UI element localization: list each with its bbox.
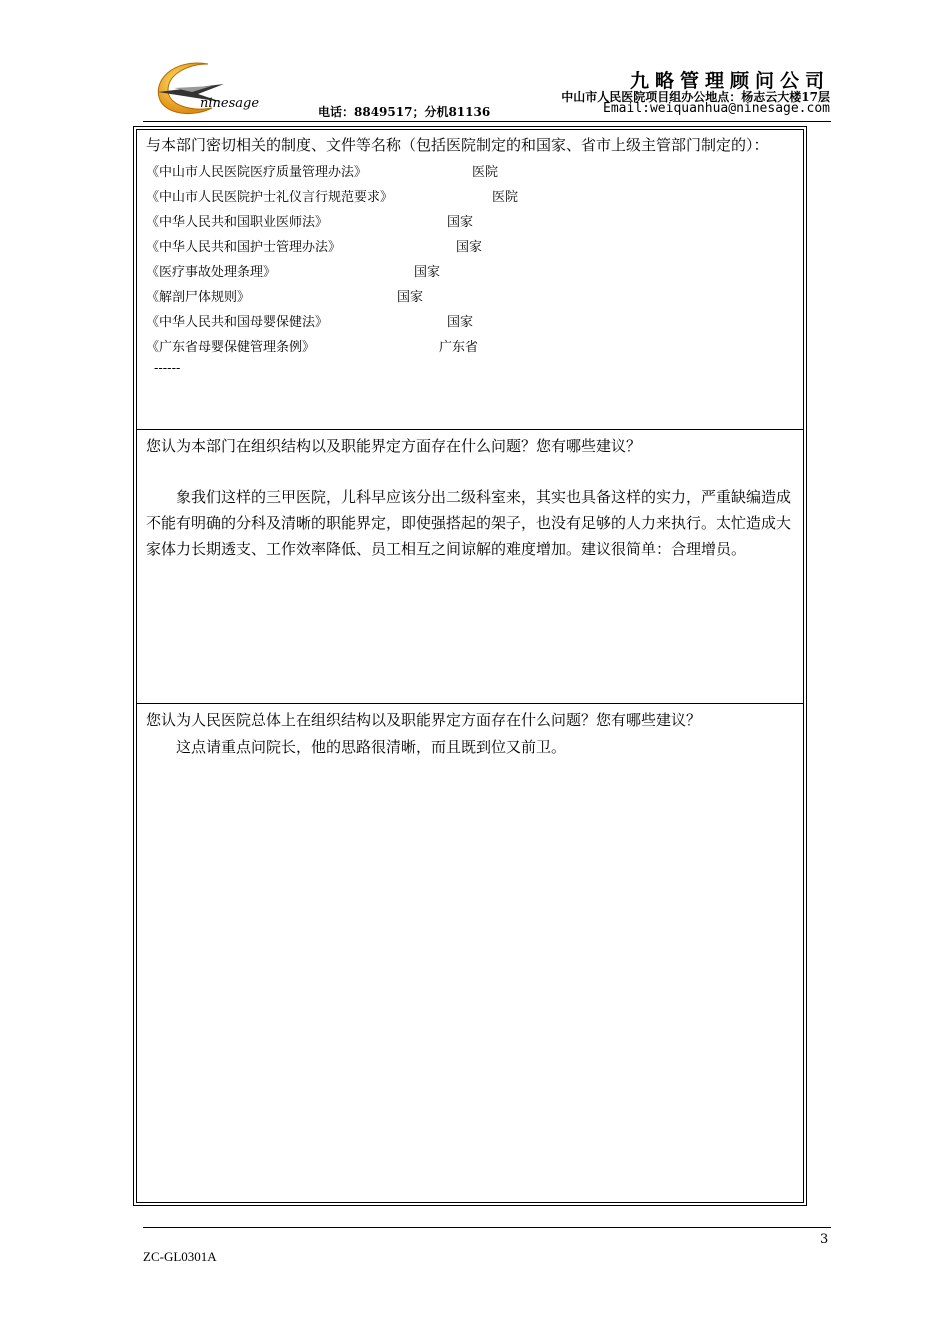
company-logo xyxy=(152,58,270,120)
regulation-name: 《中山市人民医院护士礼仪言行规范要求》 xyxy=(146,190,394,205)
regulation-row xyxy=(146,285,795,310)
department-issues-answer: 象我们这样的三甲医院，儿科早应该分出二级科室来，其实也具备这样的实力，严重缺编造成不能有明确的分科及清晰的职能界定，即使强搭起的架子，也没有足够的人力来执行。太忙造成大家体力长期透支、工作效率降低、员工相互之间谅解的难度增加。建议很简单：合理增员。 xyxy=(146,488,792,558)
regulation-name: 《中华人民共和国职业医师法》 xyxy=(146,215,329,230)
regulation-source: 国家 xyxy=(397,290,424,305)
regulation-row xyxy=(146,210,795,235)
regulation-source: 国家 xyxy=(447,315,474,330)
email-address: Email:weiquanhua@ninesage.com xyxy=(603,101,830,116)
regulation-name: 《中华人民共和国护士管理办法》 xyxy=(146,240,342,255)
list-ellipsis: ------ xyxy=(154,361,181,376)
regulation-name: 《解剖尸体规则》 xyxy=(146,290,251,305)
logo-text: ninesage xyxy=(200,96,260,111)
hospital-issues-answer: 这点请重点问院长，他的思路很清晰，而且既到位又前卫。 xyxy=(176,738,567,756)
form-table-inner xyxy=(136,129,804,1203)
document-code: ZC-GL0301A xyxy=(143,1249,217,1264)
regulation-row xyxy=(146,310,795,335)
regulation-row xyxy=(146,185,795,210)
hospital-issues-question: 您认为人民医院总体上在组织结构以及职能界定方面存在什么问题？您有哪些建议？ xyxy=(146,711,702,729)
footer-divider xyxy=(143,1227,831,1228)
regulations-list xyxy=(146,160,795,360)
page-number: 3 xyxy=(820,1232,829,1247)
company-name: 九略管理顾问公司 xyxy=(629,70,830,92)
regulation-name: 《中山市人民医院医疗质量管理办法》 xyxy=(146,165,368,180)
hospital-issues-cell xyxy=(137,705,803,1202)
phone-number: 电话：8849517；分机81136 xyxy=(318,105,491,119)
regulation-name: 《医疗事故处理条理》 xyxy=(146,265,277,280)
regulation-source: 国家 xyxy=(414,265,441,280)
regulation-source: 广东省 xyxy=(439,340,479,355)
department-issues-question: 您认为本部门在组织结构以及职能界定方面存在什么问题？您有哪些建议？ xyxy=(146,437,642,455)
header-divider xyxy=(143,121,831,122)
regulation-source: 医院 xyxy=(492,190,519,205)
regulation-source: 国家 xyxy=(456,240,483,255)
regulations-cell xyxy=(137,130,803,430)
regulation-name: 《广东省母婴保健管理条例》 xyxy=(146,340,316,355)
regulation-source: 医院 xyxy=(472,165,499,180)
regulation-name: 《中华人民共和国母婴保健法》 xyxy=(146,315,329,330)
form-table xyxy=(133,126,807,1206)
office-address: 中山市人民医院项目组办公地点：杨志云大楼17层 xyxy=(561,90,830,104)
department-issues-cell xyxy=(137,431,803,704)
regulation-row xyxy=(146,260,795,285)
regulation-row xyxy=(146,235,795,260)
regulations-question: 与本部门密切相关的制度、文件等名称（包括医院制定的和国家、省市上级主管部门制定的）： xyxy=(146,136,769,154)
regulation-source: 国家 xyxy=(447,215,474,230)
regulation-row xyxy=(146,335,795,360)
regulation-row xyxy=(146,160,795,185)
